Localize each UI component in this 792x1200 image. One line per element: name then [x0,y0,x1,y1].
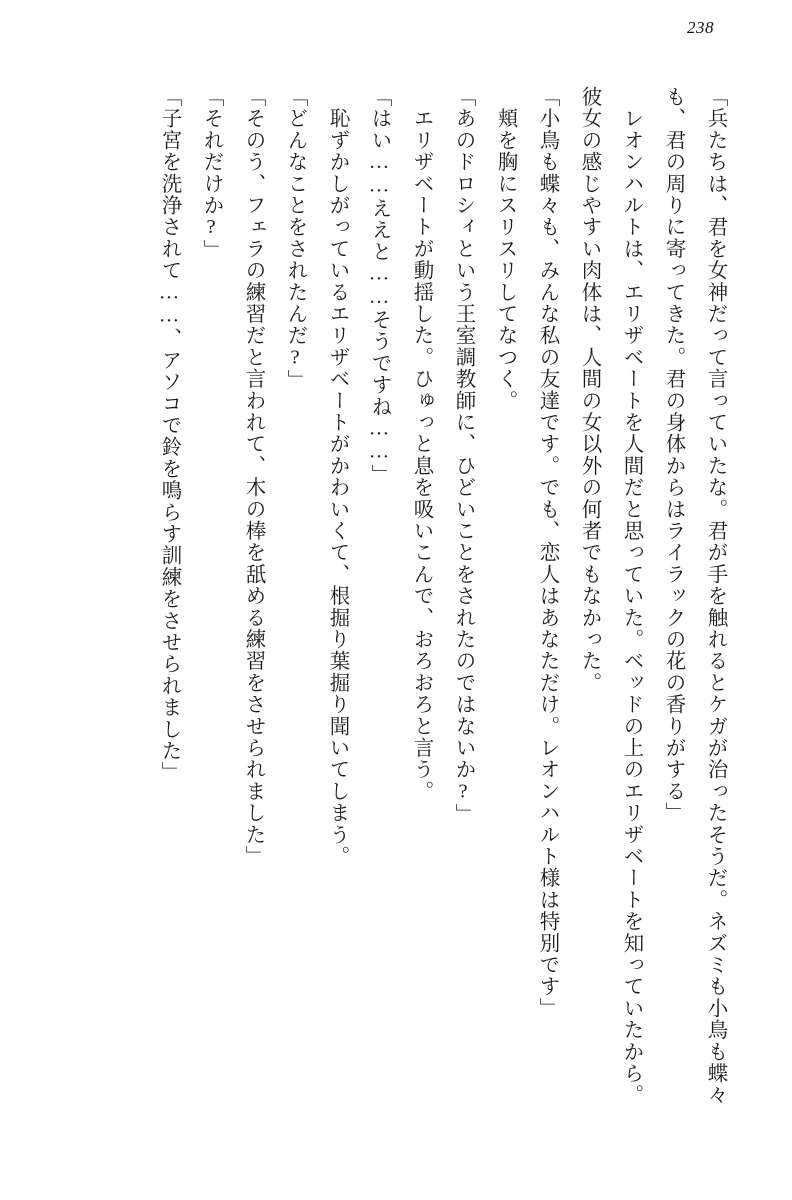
body-text-vertical [46,86,736,1126]
paragraph: 頬を胸にスリスリしてなつく。 [494,86,516,412]
paragraph: 「それだけか?」 [200,86,222,262]
paragraph: 「兵たちは、君を女神だって言っていたな。君が手を触れるとケガが治ったそうだ。ネズミも小鳥も蝶々も、君の周りに寄ってきた。君の身体からはライラックの花の香りがする」 [662,86,726,1106]
paragraph: 「どんなことをされたんだ?」 [284,86,306,392]
paragraph: 「そのう、フェラの練習だと言われて、木の棒を舐める練習をさせられました」 [242,86,264,868]
paragraph: 恥ずかしがっているエリザベートがかわいくて、根掘り葉掘り聞いてしまう。 [326,86,348,868]
paragraph: 「子宮を洗浄されて……、アソコで鈴を鳴らす訓練をさせられました」 [158,86,180,784]
paragraph: 「小鳥も蝶々も、みんな私の友達です。でも、恋人はあなただけ。レオンハルト様は特別です」 [536,86,558,1020]
paragraph: レオンハルトは、エリザベートを人間だと思っていた。ベッドの上のエリザベートを知っていたから。彼女の感じやすい肉体は、人間の女以外の何者でもなかった。 [578,86,642,1106]
page-number: 238 [687,18,714,37]
paragraph: 「はい……ええと……そうですね……」 [368,86,390,486]
paragraph: 「あのドロシィという王室調教師に、ひどいことをされたのではないか?」 [452,86,474,826]
paragraph: エリザベートが動揺した。ひゅっと息を吸いこんで、おろおろと言う。 [410,86,432,803]
